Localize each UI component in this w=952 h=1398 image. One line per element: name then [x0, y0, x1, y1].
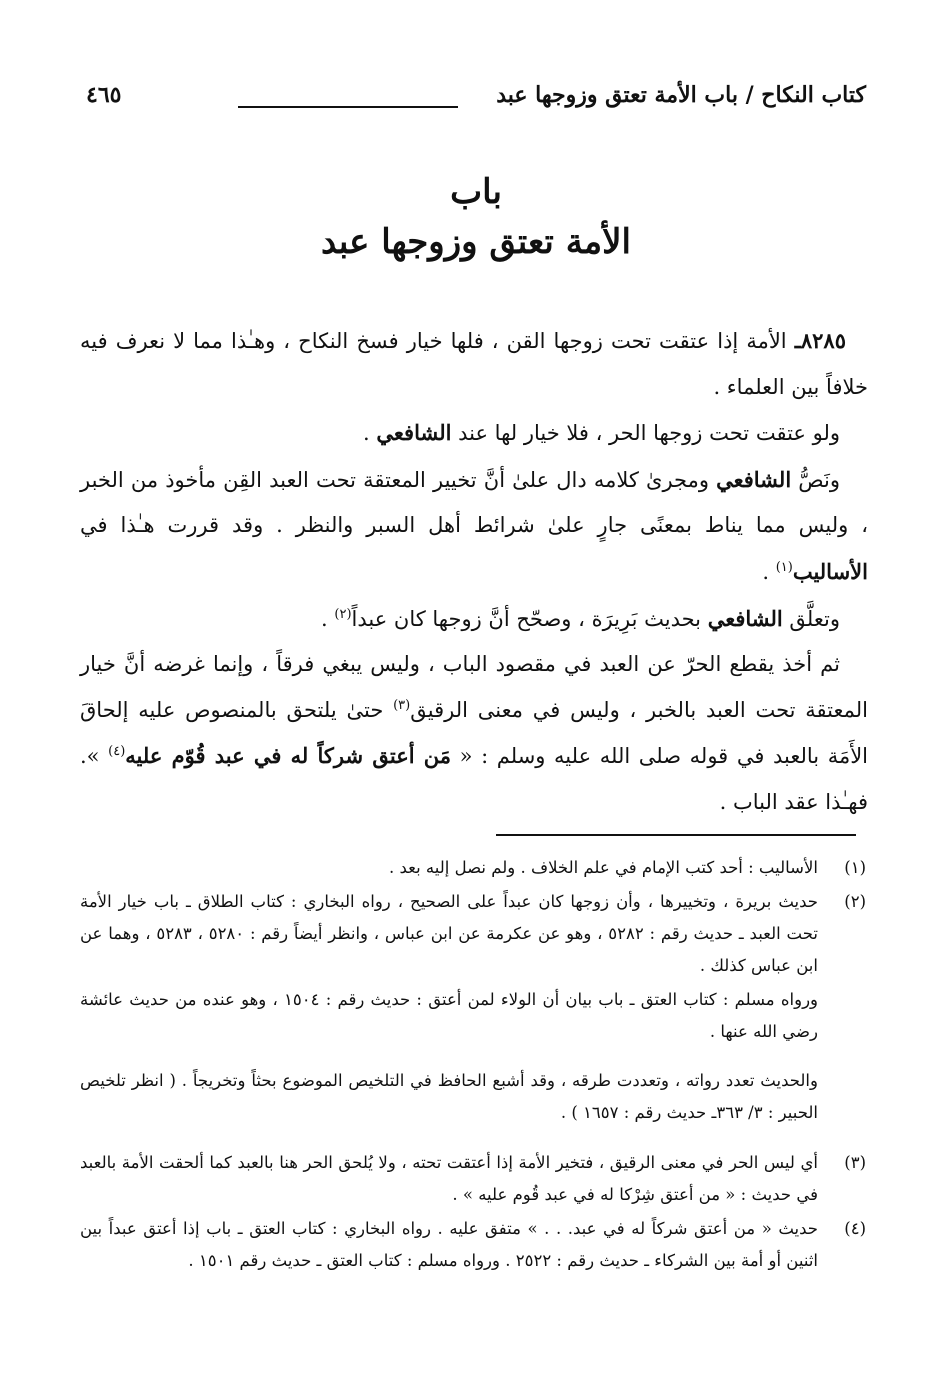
main-text — [80, 318, 868, 826]
text-run: ثم أخذ يقطع الحرّ عن العبد في مقصود الباب ، وليس يبغي فرقاً ، وإنما غرضه أنَّ خيار المعتقة تحت العبد بالخبر ، وليس في معنى الرقيق — [80, 652, 869, 722]
name-shafii: الشافعي — [716, 466, 792, 492]
text-run: حتىٰ يلتحق بالمنصوص عليه إلحاقَ الأَمَة بالعبد في قوله صلى الله عليه وسلم : « — [80, 697, 869, 769]
footnotes — [80, 852, 866, 1277]
text-run: ». فهـٰذا عقد الباب . — [80, 744, 868, 814]
footnote-marker: (٤) — [844, 1219, 866, 1238]
footnote-separator — [496, 834, 856, 836]
footnote-3 — [80, 1147, 866, 1211]
header-rule — [238, 106, 458, 108]
paragraph-8285 — [80, 318, 868, 410]
footnote-text: حديث بريرة ، وتخييرها ، وأن زوجها كان عبداً على الصحيح ، رواه البخاري : كتاب الطلاق ـ باب خيار الأمة تحت العبد ـ حديث رقم : ٥٢٨٢ ، وهو عن عكرمة عن ابن عباس ، وانظر أيضاً رقم : ٥٢٨٠ ، ٥٢٨٣ ، وهما عن ابن عباس كذلك . — [80, 892, 818, 975]
text-run: . — [321, 606, 335, 631]
running-title: كتاب النكاح / باب الأمة تعتق وزوجها عبد — [496, 82, 866, 108]
paragraph-barira — [80, 596, 868, 643]
footnote-text: الأساليب : أحد كتب الإمام في علم الخلاف . ولم نصل إليه بعد . — [388, 858, 818, 877]
text-run: ونَصُّ — [791, 467, 840, 492]
paragraph-conclusion — [80, 642, 868, 825]
text-run: وتعلَّق — [782, 606, 840, 631]
footnote-marker: (٣) — [844, 1153, 866, 1172]
footnote-marker: (١) — [844, 858, 866, 877]
footnote-ref-3[interactable]: (٣) — [393, 697, 411, 713]
text-run: ومجرىٰ كلامه دال علىٰ أنَّ تخيير المعتقة تحت العبد القِن مأخوذ من الخبر ، وليس مما يناط بمعنًى جارٍ علىٰ شرائط أهل السبر والنظر . وقد قررت هـٰذا في — [80, 467, 868, 538]
footnote-ref-4[interactable]: (٤) — [108, 744, 126, 760]
page-number: ٤٦٥ — [86, 82, 122, 108]
footnote-2-talkhis: والحديث تعدد رواته ، وتعددت طرقه ، وقد أشبع الحافظ في التلخيص الموضوع بحثاً وتخريجاً . ( انظر تلخيص الحبير : ٣/ ٣٦٣ـ حديث رقم : ١٦٥٧ ) . — [80, 1070, 818, 1122]
chapter-word: باب — [450, 172, 502, 212]
running-header — [86, 82, 866, 122]
footnote-2 — [80, 886, 866, 982]
chapter-title: الأمة تعتق وزوجها عبد — [321, 222, 631, 262]
footnote-2-muslim: ورواه مسلم : كتاب العتق ـ باب بيان أن الولاء لمن أعتق : حديث رقم : ١٥٠٤ ، وهو عنده من حديث عائشة رضي الله عنها . — [80, 990, 818, 1041]
footnote-4 — [80, 1213, 866, 1277]
paragraph-text: الأمة إذا عتقت تحت زوجها القن ، فلها خيار فسخ النكاح ، وهـٰذا مما لا نعرف فيه خلافاً بين العلماء . — [80, 329, 868, 399]
hadith-quote: مَن أعتق شركاً له في عبد قُوّم عليه — [125, 743, 452, 769]
footnote-marker: (٢) — [844, 892, 866, 911]
name-shafii: الشافعي — [707, 605, 783, 631]
footnote-text: أي ليس الحر في معنى الرقيق ، فتخير الأمة إذا أعتقت تحته ، ولا يُلحق الحر هنا بالعبد كما ألحقت الأمة بالعبد في حديث : « من أعتق شِرْكا له في عبد قُوم عليه » . — [80, 1153, 818, 1204]
paragraph-free-husband — [80, 410, 868, 457]
footnote-ref-2[interactable]: (٢) — [334, 606, 352, 622]
book-title-asalib: الأساليب — [792, 558, 868, 584]
text-run: . — [762, 559, 776, 584]
name-shafii: الشافعي — [376, 420, 452, 446]
text-run: بحديث بَرِيرَة ، وصحّح أنَّ زوجها كان عبداً — [351, 606, 708, 631]
footnote-ref-1[interactable]: (١) — [775, 559, 793, 575]
paragraph-text-of-shafii — [80, 457, 868, 596]
footnote-1 — [80, 852, 866, 884]
text-run: ولو عتقت تحت زوجها الحر ، فلا خيار لها عند — [451, 421, 840, 446]
paragraph-number: ٨٢٨٥ـ — [794, 328, 846, 353]
footnote-text: حديث « من أعتق شركاً له في عبد. . . » متفق عليه . رواه البخاري : كتاب العتق ـ باب إذا أعتق عبداً بين اثنين أو أمة بين الشركاء ـ حديث رقم : ٢٥٢٢ . ورواه مسلم : كتاب العتق ـ حديث رقم ١٥٠١ . — [80, 1219, 818, 1270]
text-run: . — [363, 421, 377, 446]
